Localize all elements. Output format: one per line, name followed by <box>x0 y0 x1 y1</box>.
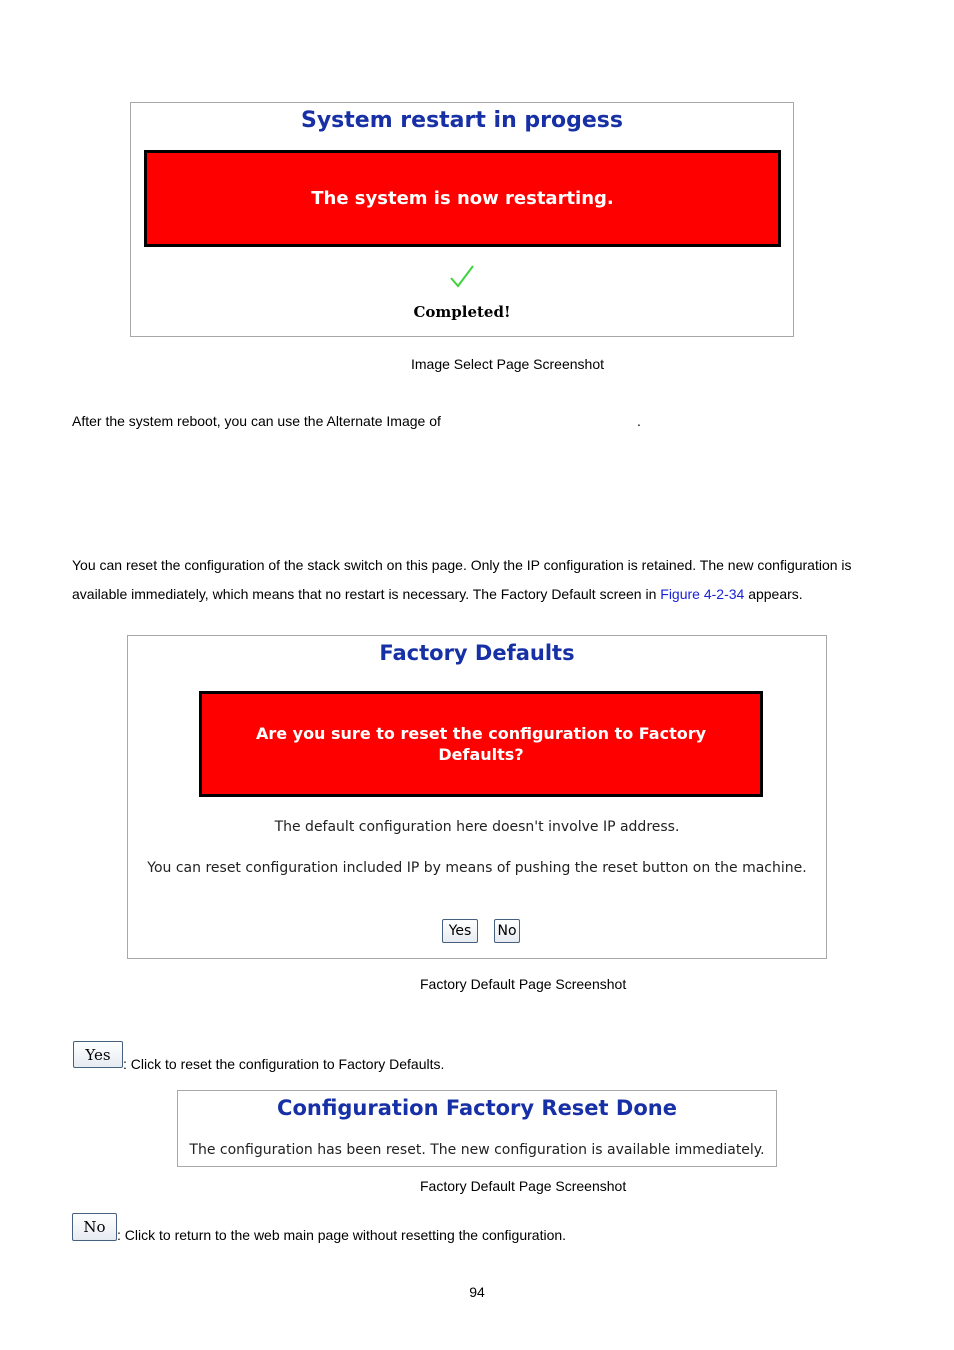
factory-defaults-note2: You can reset configuration included IP by means of pushing the reset button on the machine. <box>147 860 807 876</box>
no-description: : Click to return to the web main page without resetting the configuration. <box>117 1227 567 1243</box>
factory-defaults-screenshot <box>127 635 827 959</box>
caption-image-select: Image Select Page Screenshot <box>411 356 605 372</box>
no-button-sample[interactable]: No <box>72 1213 117 1241</box>
restart-banner: The system is now restarting. <box>144 150 781 247</box>
restart-status: Completed! <box>413 303 511 321</box>
paragraph-alternate-image: After the system reboot, you can use the Alternate Image of <box>72 413 441 429</box>
factory-defaults-banner-line1: Are you sure to reset the configuration to Factory <box>255 724 707 743</box>
yes-button[interactable]: Yes <box>442 919 478 943</box>
no-button[interactable]: No <box>494 919 520 943</box>
page-number: 94 <box>469 1284 485 1300</box>
factory-defaults-title: Factory Defaults <box>379 641 575 665</box>
reset-done-title: Configuration Factory Reset Done <box>277 1096 677 1120</box>
reset-done-message: The configuration has been reset. The new configuration is available immediately. <box>189 1142 765 1158</box>
paragraph-factory-line2-before: available immediately, which means that no restart is necessary. The Factory Default screen in <box>72 586 661 602</box>
figure-link[interactable]: Figure 4-2-34 <box>660 586 745 602</box>
restart-title: System restart in progess <box>301 108 623 133</box>
factory-defaults-banner-line2: Defaults? <box>438 745 524 764</box>
paragraph-factory-line1: You can reset the configuration of the stack switch on this page. Only the IP configuration is retained. The new configuration is <box>72 557 852 573</box>
factory-defaults-banner <box>199 691 763 797</box>
factory-defaults-note1: The default configuration here doesn't involve IP address. <box>274 819 680 835</box>
restart-screenshot <box>130 102 794 337</box>
yes-button-sample[interactable]: Yes <box>73 1041 123 1068</box>
paragraph-factory-line2-after: appears. <box>744 586 803 602</box>
caption-factory-default-1: Factory Default Page Screenshot <box>420 976 627 992</box>
yes-description: : Click to reset the configuration to Factory Defaults. <box>123 1056 445 1072</box>
paragraph-alternate-image-end: . <box>637 413 641 429</box>
reset-done-screenshot <box>177 1090 777 1167</box>
checkmark-icon <box>449 263 475 289</box>
paragraph-factory-line2 <box>72 586 803 602</box>
caption-factory-default-2: Factory Default Page Screenshot <box>420 1178 627 1194</box>
